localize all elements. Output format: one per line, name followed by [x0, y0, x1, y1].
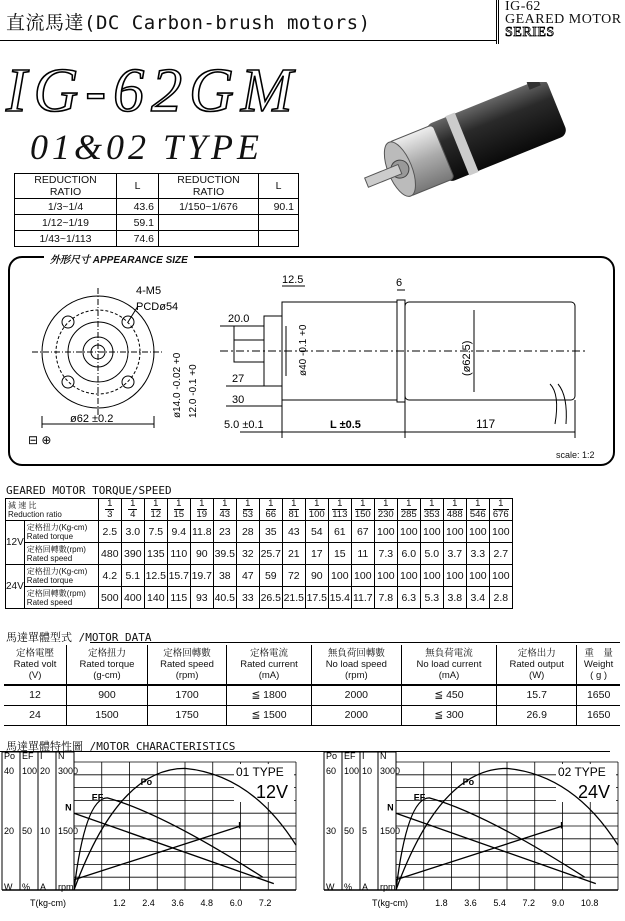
x-tick-label: 10.8 — [580, 898, 599, 908]
motor-data-cell: 12 — [4, 685, 67, 705]
ratio-cell: $\frac{1}{113}$ — [328, 499, 351, 521]
value-cell: 11.8 — [190, 521, 213, 543]
row-label: 定格回轉數(rpm) Rated speed — [24, 587, 98, 609]
motor-data-title: 馬達單體型式 /MOTOR DATA — [6, 631, 152, 644]
axis-label: N — [380, 752, 387, 761]
value-cell: 110 — [167, 543, 190, 565]
value-cell: 47 — [236, 565, 259, 587]
ratio-cell: $\frac{1}{100}$ — [305, 499, 328, 521]
value-cell: 7.8 — [374, 587, 397, 609]
value-cell: 400 — [121, 587, 144, 609]
value-cell: 39.5 — [213, 543, 236, 565]
value-cell: 90 — [190, 543, 213, 565]
motor-data-header: 重 量 Weight ( g ) — [577, 645, 620, 685]
ratio-cell: $\frac{1}{43}$ — [213, 499, 236, 521]
series-line3: SERIES — [505, 25, 555, 40]
curve-label: EF — [91, 792, 104, 803]
axis-label: 3000 — [58, 766, 79, 776]
motor-data-cell: 1700 — [147, 685, 226, 705]
motor-data-cell: ≦ 300 — [401, 705, 496, 725]
value-cell: 7.3 — [374, 543, 397, 565]
value-cell: 23 — [213, 521, 236, 543]
ratio-label-cn: 減 速 比 — [8, 500, 37, 510]
x-tick-label: 7.2 — [522, 898, 536, 908]
value-cell: 4.2 — [98, 565, 121, 587]
dim-dia62: ø62 ±0.2 — [70, 413, 114, 425]
dim-117: 117 — [476, 417, 496, 431]
scale-label: scale: 1:2 — [556, 450, 595, 460]
axis-label: I — [362, 752, 365, 761]
value-cell: 5.3 — [420, 587, 443, 609]
value-cell: 480 — [98, 543, 121, 565]
ratio-cell: $\frac{1}{19}$ — [190, 499, 213, 521]
dim-6: 6 — [396, 277, 403, 289]
motor-data-cell: 24 — [4, 705, 67, 725]
value-cell: 100 — [328, 565, 351, 587]
value-cell: 3.4 — [466, 587, 489, 609]
value-cell: 19.7 — [190, 565, 213, 587]
value-cell: 6.0 — [397, 543, 420, 565]
axis-label: % — [22, 882, 31, 892]
voltage-cell: 12V — [6, 521, 25, 565]
axis-label: Po — [326, 752, 338, 761]
value-cell: 100 — [420, 521, 443, 543]
axis-label: 100 — [22, 766, 38, 776]
x-tick-label: 1.8 — [435, 898, 448, 908]
value-cell: 15.7 — [167, 565, 190, 587]
motor-data-cell: 1500 — [67, 705, 148, 725]
x-tick-label: 6.0 — [229, 898, 243, 908]
motor-data-row — [4, 685, 620, 705]
x-tick-label: 3.6 — [171, 898, 184, 908]
type-label: 01 TYPE — [236, 765, 284, 779]
value-cell: 43 — [282, 521, 305, 543]
series-badge — [496, 0, 625, 44]
axis-label: 20 — [4, 826, 15, 836]
row-label: 定格扭力(Kg-cm) Rated torque — [24, 521, 98, 543]
ef-curve — [74, 798, 263, 890]
side-view — [220, 286, 585, 438]
x-axis-label: T(kg-cm) — [30, 898, 66, 908]
value-cell: 32 — [236, 543, 259, 565]
curve-label: N — [65, 802, 72, 813]
torque-row — [6, 565, 513, 587]
length-cell: 90.1 — [259, 199, 299, 215]
characteristics-charts — [0, 752, 625, 918]
value-cell: 135 — [144, 543, 167, 565]
ratio-cell: 1/43~1/113 — [15, 231, 117, 247]
value-cell: 5.1 — [121, 565, 144, 587]
axis-label: 10 — [362, 766, 373, 776]
axis-label: 50 — [22, 826, 33, 836]
motor-data-cell: ≦ 450 — [401, 685, 496, 705]
value-cell: 3.0 — [121, 521, 144, 543]
dim-phi40: ø40 -0.1 +0 — [298, 324, 309, 376]
motor-data-cell: ≦ 1800 — [227, 685, 312, 705]
value-cell: 100 — [466, 521, 489, 543]
ratio-label-en: Reduction ratio — [8, 509, 62, 519]
appearance-label: 外形尺寸 APPEARANCE SIZE — [44, 251, 194, 266]
ratio-cell — [159, 215, 259, 231]
value-cell: 33 — [236, 587, 259, 609]
axis-label: W — [4, 882, 13, 892]
motor-data-header: 無負荷電流 No load current (mA) — [401, 645, 496, 685]
ratio-cell: $\frac{1}{230}$ — [374, 499, 397, 521]
axis-label: EF — [22, 752, 34, 761]
motor-data-row — [4, 705, 620, 725]
value-cell: 93 — [190, 587, 213, 609]
torque-row — [6, 587, 513, 609]
curve-label: I — [238, 820, 241, 831]
curve-label: EF — [413, 792, 426, 803]
value-cell: 17 — [305, 543, 328, 565]
ratio-cell — [159, 231, 259, 247]
value-cell: 35 — [259, 521, 282, 543]
ratio-cell: $\frac{1}{12}$ — [144, 499, 167, 521]
x-tick-label: 2.4 — [142, 898, 155, 908]
volt-label: 12V — [256, 782, 289, 802]
axis-label: EF — [344, 752, 356, 761]
value-cell: 15.4 — [328, 587, 351, 609]
value-cell: 12.5 — [144, 565, 167, 587]
axis-label: 100 — [344, 766, 360, 776]
value-cell: 25.7 — [259, 543, 282, 565]
dim-5: 5.0 ±0.1 — [224, 419, 264, 431]
value-cell: 100 — [489, 521, 512, 543]
appearance-drawing — [10, 266, 610, 456]
series-line2: GEARED MOTOR — [505, 12, 622, 27]
axis-label: 40 — [4, 766, 15, 776]
characteristic-chart — [2, 752, 296, 908]
axis-label: 30 — [326, 826, 337, 836]
motor-data-cell: 15.7 — [497, 685, 577, 705]
ef-curve — [396, 798, 585, 890]
ratio-cell: 1/3~1/4 — [15, 199, 117, 215]
axis-label: 20 — [40, 766, 51, 776]
voltage-cell: 24V — [6, 565, 25, 609]
value-cell: 54 — [305, 521, 328, 543]
value-cell: 390 — [121, 543, 144, 565]
dim-20: 20.0 — [228, 313, 250, 325]
value-cell: 140 — [144, 587, 167, 609]
value-cell: 90 — [305, 565, 328, 587]
motor-data-cell: 2000 — [311, 685, 401, 705]
value-cell: 17.5 — [305, 587, 328, 609]
motor-data-cell: 1650 — [577, 685, 620, 705]
motor-data-cell: 1750 — [147, 705, 226, 725]
axis-label: A — [362, 882, 369, 892]
value-cell: 15 — [328, 543, 351, 565]
ratio-cell: $\frac{1}{15}$ — [167, 499, 190, 521]
motor-data-header: 定格扭力 Rated torque (g-cm) — [67, 645, 148, 685]
value-cell: 21 — [282, 543, 305, 565]
dim-L: L ±0.5 — [330, 419, 361, 431]
value-cell: 11 — [351, 543, 374, 565]
ratio-cell: $\frac{1}{4}$ — [121, 499, 144, 521]
value-cell: 100 — [466, 565, 489, 587]
x-tick-label: 7.2 — [258, 898, 272, 908]
value-cell: 2.7 — [489, 543, 512, 565]
ratio-cell: $\frac{1}{676}$ — [489, 499, 512, 521]
length-header: L — [259, 174, 299, 199]
ratio-header: REDUCTION RATIO — [159, 174, 259, 199]
axis-label: A — [40, 882, 47, 892]
n-curve — [396, 813, 596, 883]
ratio-cell: $\frac{1}{53}$ — [236, 499, 259, 521]
value-cell: 100 — [420, 565, 443, 587]
row-label: 定格扭力(Kg-cm) Rated torque — [24, 565, 98, 587]
value-cell: 40.5 — [213, 587, 236, 609]
x-tick-label: 5.4 — [493, 898, 506, 908]
x-axis-label: T(kg-cm) — [372, 898, 408, 908]
dim-holes: 4-M5 — [136, 285, 162, 297]
projection-symbol-icon: ⊟ ⊕ — [28, 433, 52, 447]
ratio-cell: $\frac{1}{546}$ — [466, 499, 489, 521]
value-cell: 100 — [397, 521, 420, 543]
ratio-cell: $\frac{1}{285}$ — [397, 499, 420, 521]
axis-label: % — [344, 882, 353, 892]
curve-label: N — [387, 802, 394, 813]
motor-data-cell: 1650 — [577, 705, 620, 725]
value-cell: 59 — [259, 565, 282, 587]
length-cell: 59.1 — [117, 215, 159, 231]
value-cell: 100 — [374, 565, 397, 587]
x-tick-label: 3.6 — [464, 898, 477, 908]
x-tick-label: 9.0 — [551, 898, 565, 908]
dim-pcd: PCDø54 — [136, 301, 179, 313]
value-cell: 21.5 — [282, 587, 305, 609]
ratio-cell: $\frac{1}{3}$ — [98, 499, 121, 521]
axis-label: 5 — [362, 826, 368, 836]
motor-illustration — [340, 82, 580, 212]
axis-label: rpm — [58, 882, 74, 892]
value-cell: 7.5 — [144, 521, 167, 543]
ratio-cell: 1/12~1/19 — [15, 215, 117, 231]
ratio-cell: $\frac{1}{150}$ — [351, 499, 374, 521]
ratio-cell: $\frac{1}{488}$ — [443, 499, 466, 521]
value-cell: 9.4 — [167, 521, 190, 543]
motor-data-cell: 26.9 — [497, 705, 577, 725]
value-cell: 100 — [351, 565, 374, 587]
value-cell: 3.7 — [443, 543, 466, 565]
ratio-length-table — [14, 173, 299, 247]
value-cell: 115 — [167, 587, 190, 609]
curve-label: I — [560, 820, 563, 831]
axis-label: I — [40, 752, 43, 761]
model-name: IG-62GM — [6, 57, 300, 125]
x-tick-label: 4.8 — [200, 898, 214, 908]
ratio-cell: 1/150~1/676 — [159, 199, 259, 215]
ratio-header: REDUCTION RATIO — [15, 174, 117, 199]
axis-label: N — [58, 752, 65, 761]
curve-label: Po — [140, 777, 153, 788]
value-cell: 100 — [489, 565, 512, 587]
axis-label: 3000 — [380, 766, 401, 776]
motor-data-header: 定格出力 Rated output (W) — [497, 645, 577, 685]
axis-label: W — [326, 882, 335, 892]
value-cell: 72 — [282, 565, 305, 587]
length-cell — [259, 231, 299, 247]
header-rule — [0, 40, 496, 41]
type-label: 02 TYPE — [558, 765, 606, 779]
value-cell: 26.5 — [259, 587, 282, 609]
torque-speed-table — [5, 498, 513, 609]
ratio-cell: $\frac{1}{353}$ — [420, 499, 443, 521]
motor-data-header: 定格電流 Rated current (mA) — [227, 645, 312, 685]
value-cell: 38 — [213, 565, 236, 587]
value-cell: 3.8 — [443, 587, 466, 609]
length-header: L — [117, 174, 159, 199]
dim-27: 27 — [232, 373, 245, 385]
value-cell: 67 — [351, 521, 374, 543]
motor-data-header: 定格回轉數 Rated speed (rpm) — [147, 645, 226, 685]
ratio-label-cell — [6, 499, 99, 521]
axis-label: 1500 — [58, 826, 79, 836]
ratio-cell: $\frac{1}{66}$ — [259, 499, 282, 521]
axis-label: rpm — [380, 882, 396, 892]
length-cell: 43.6 — [117, 199, 159, 215]
motor-data-cell: ≦ 1500 — [227, 705, 312, 725]
characteristics-title: 馬達單體特性圖 /MOTOR CHARACTERISTICS — [6, 740, 236, 753]
length-cell: 74.6 — [117, 231, 159, 247]
x-tick-label: 1.2 — [113, 898, 126, 908]
axis-label: 10 — [40, 826, 51, 836]
value-cell: 6.3 — [397, 587, 420, 609]
motor-data-rule — [90, 642, 620, 643]
torque-row — [6, 543, 513, 565]
row-label: 定格回轉數(rpm) Rated speed — [24, 543, 98, 565]
value-cell: 100 — [374, 521, 397, 543]
axis-label: 1500 — [380, 826, 401, 836]
series-line1: IG-62 — [505, 0, 541, 14]
value-cell: 61 — [328, 521, 351, 543]
characteristic-chart — [324, 752, 618, 908]
value-cell: 2.8 — [489, 587, 512, 609]
model-type: 01&02 TYPE — [30, 127, 264, 167]
motor-data-header: 定格電壓 Rated volt (V) — [4, 645, 67, 685]
value-cell: 2.5 — [98, 521, 121, 543]
dim-12-5: 12.5 — [282, 274, 304, 286]
torque-row — [6, 521, 513, 543]
n-curve — [74, 813, 274, 883]
length-cell — [259, 215, 299, 231]
dim-phi14: ø14.0 -0.02 +0 — [172, 352, 183, 418]
value-cell: 11.7 — [351, 587, 374, 609]
value-cell: 5.0 — [420, 543, 443, 565]
dim-phi62-5: (ø62.5) — [461, 340, 473, 376]
dim-30: 30 — [232, 394, 245, 406]
value-cell: 3.3 — [466, 543, 489, 565]
torque-section-title: GEARED MOTOR TORQUE/SPEED — [6, 484, 172, 497]
value-cell: 100 — [397, 565, 420, 587]
motor-data-cell: 2000 — [311, 705, 401, 725]
value-cell: 28 — [236, 521, 259, 543]
value-cell: 100 — [443, 565, 466, 587]
motor-data-header: 無負荷回轉數 No load speed (rpm) — [311, 645, 401, 685]
value-cell: 500 — [98, 587, 121, 609]
axis-label: Po — [4, 752, 16, 761]
motor-data-cell: 900 — [67, 685, 148, 705]
ratio-cell: $\frac{1}{81}$ — [282, 499, 305, 521]
curve-label: Po — [462, 777, 475, 788]
volt-label: 24V — [578, 782, 611, 802]
value-cell: 100 — [443, 521, 466, 543]
axis-label: 50 — [344, 826, 355, 836]
page-title: 直流馬達(DC Carbon-brush motors) — [6, 12, 371, 34]
dim-phi12: 12.0 -0.1 +0 — [188, 364, 199, 418]
motor-data-table — [4, 645, 620, 726]
axis-label: 60 — [326, 766, 337, 776]
